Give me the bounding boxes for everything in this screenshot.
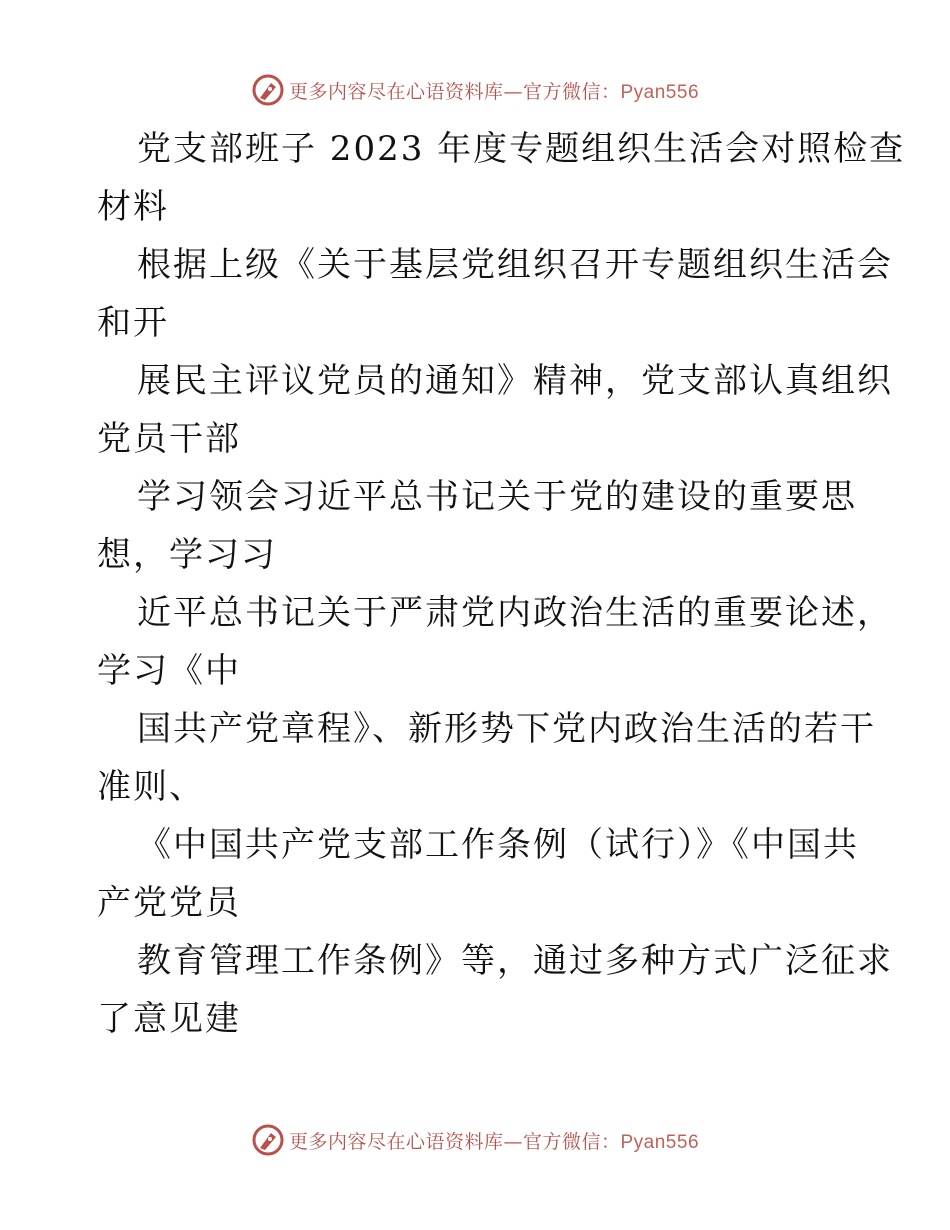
header-banner-title: 更多内容尽在心语资料库 (288, 80, 504, 103)
paragraph-line: 了意见建 (97, 999, 241, 1039)
paragraph-line: 国共产党章程》、新形势下党内政治生活的若干 (137, 709, 876, 749)
paragraph-line: 展民主评议党员的通知》精神，党支部认真组织 (137, 361, 893, 401)
paragraph-line: 产党党员 (97, 883, 241, 923)
paragraph-line: 想，学习习 (97, 535, 277, 575)
header-banner (0, 70, 950, 110)
header-banner-contact-label: 官方微信： (522, 80, 621, 103)
paragraph-line: 党员干部 (97, 419, 241, 459)
paragraph-line: 教育管理工作条例》等，通过多种方式广泛征求 (137, 941, 893, 981)
footer-banner-text (289, 1127, 699, 1154)
paragraph-line: 学习领会习近平总书记关于党的建设的重要思 (137, 477, 857, 517)
pen-nib-logo-icon (251, 1123, 285, 1157)
header-banner-contact-id: Pyan556 (620, 81, 700, 103)
paragraph-line: 和开 (97, 303, 169, 343)
paragraph-line: 根据上级《关于基层党组织召开专题组织生活会 (137, 245, 893, 285)
paragraph-line: 准则、 (97, 767, 205, 807)
document-body (97, 120, 906, 1048)
footer-banner-separator: — (503, 1130, 523, 1153)
document-title-line-1: 党支部班子 2023 年度专题组织生活会对照检查 (137, 129, 906, 169)
footer-banner-contact-id: Pyan556 (620, 1131, 700, 1153)
header-banner-separator: — (503, 80, 523, 103)
footer-banner-title: 更多内容尽在心语资料库 (288, 1130, 504, 1153)
paragraph-line: 学习《中 (97, 651, 241, 691)
footer-banner (0, 1120, 950, 1160)
footer-banner-contact-label: 官方微信： (522, 1130, 621, 1153)
paragraph-line: 近平总书记关于严肃党内政治生活的重要论述， (137, 593, 893, 633)
header-banner-text (289, 77, 699, 104)
pen-nib-logo-icon (251, 73, 285, 107)
document-title-line-2: 材料 (97, 187, 169, 227)
paragraph-line: 《中国共产党支部工作条例（试行）》《中国共 (137, 825, 859, 865)
